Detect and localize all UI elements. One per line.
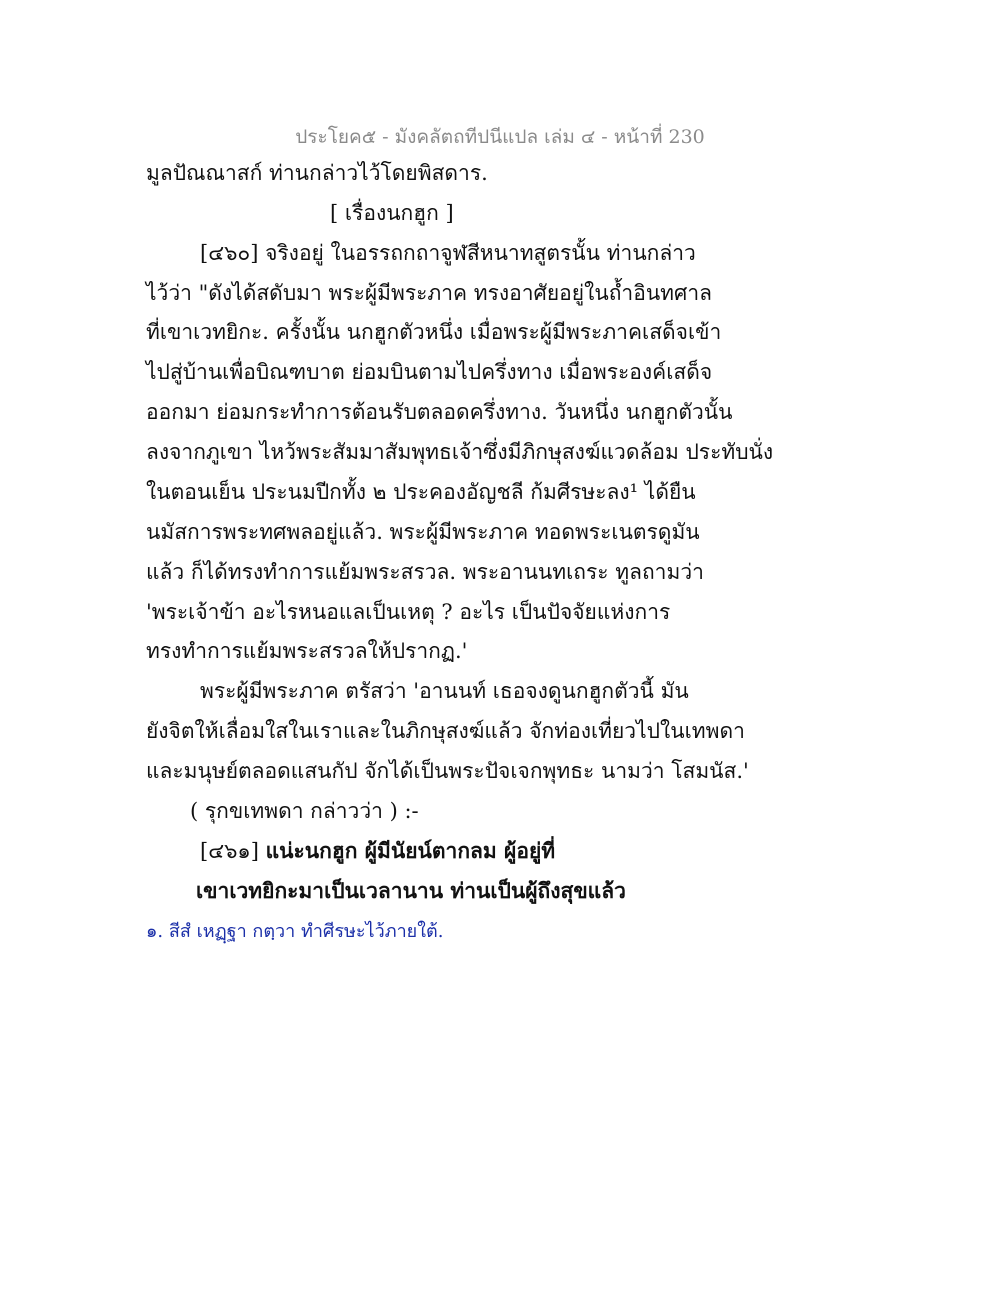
text-line-7: ออกมา ย่อมกระทำการต้อนรับตลอดครึ่งทาง. วันหนึ่ง นกฮูกตัวนั้น xyxy=(146,400,733,424)
text-line-16: และมนุษย์ตลอดแสนกัป จักได้เป็นพระปัจเจกพุทธะ นามว่า โสมนัส.' xyxy=(146,759,749,783)
text-line-10: นมัสการพระทศพลอยู่แล้ว. พระผู้มีพระภาค ทอดพระเนตรดูมัน xyxy=(146,520,700,544)
text-line-5: ที่เขาเวทยิกะ. ครั้งนั้น นกฮูกตัวหนึ่ง เมื่อพระผู้มีพระภาคเสด็จเข้า xyxy=(146,320,722,344)
text-line-11: แล้ว ก็ได้ทรงทำการแย้มพระสรวล. พระอานนทเถระ ทูลถามว่า xyxy=(146,560,704,584)
verse-line-2: เขาเวทยิกะมาเป็นเวลานาน ท่านเป็นผู้ถึงสุขแล้ว xyxy=(196,878,626,903)
verse-number: [๔๖๑] xyxy=(200,839,259,863)
text-line-14: พระผู้มีพระภาค ตรัสว่า 'อานนท์ เธอจงดูนกฮูกตัวนี้ มัน xyxy=(200,679,689,703)
text-line-4: ไว้ว่า "ดังได้สดับมา พระผู้มีพระภาค ทรงอาศัยอยู่ในถ้ำอินทศาล xyxy=(146,281,713,305)
text-line-12: 'พระเจ้าข้า อะไรหนอแลเป็นเหตุ ? อะไร เป็นปัจจัยแห่งการ xyxy=(146,600,671,624)
page-header: ประโยค๕ - มังคลัตถทีปนีแปล เล่ม ๔ - หน้าที่ 230 xyxy=(295,126,705,148)
verse-text-1: แน่ะนกฮูก ผู้มีนัยน์ตากลม ผู้อยู่ที่ xyxy=(265,838,556,863)
verse-line-1 xyxy=(200,836,555,866)
text-line-8: ลงจากภูเขา ไหว้พระสัมมาสัมพุทธเจ้าซึ่งมีภิกษุสงฆ์แวดล้อม ประทับนั่ง xyxy=(146,440,774,464)
text-line-15: ยังจิตให้เลื่อมใสในเราและในภิกษุสงฆ์แล้ว จักท่องเที่ยวไปในเทพดา xyxy=(146,719,745,743)
text-line-6: ไปสู่บ้านเพื่อบิณฑบาต ย่อมบินตามไปครึ่งทาง เมื่อพระองค์เสด็จ xyxy=(146,360,713,384)
text-line-17: ( รุกขเทพดา กล่าวว่า ) :- xyxy=(190,799,419,823)
text-line-1: มูลปัณณาสก์ ท่านกล่าวไว้โดยพิสดาร. xyxy=(146,161,488,185)
text-line-3: [๔๖๐] จริงอยู่ ในอรรถกถาจูฬสีหนาทสูตรนั้น ท่านกล่าว xyxy=(200,241,696,265)
section-title: [ เรื่องนกฮูก ] xyxy=(330,201,454,225)
footnote: ๑. สีสํ เหฏฺฐา กตฺวา ทำศีรษะไว้ภายใต้. xyxy=(146,921,444,942)
text-line-9: ในตอนเย็น ประนมปีกทั้ง ๒ ประคองอัญชลี ก้มศีรษะลง¹ ได้ยืน xyxy=(146,480,696,504)
text-line-13: ทรงทำการแย้มพระสรวลให้ปรากฏ.' xyxy=(146,639,468,663)
